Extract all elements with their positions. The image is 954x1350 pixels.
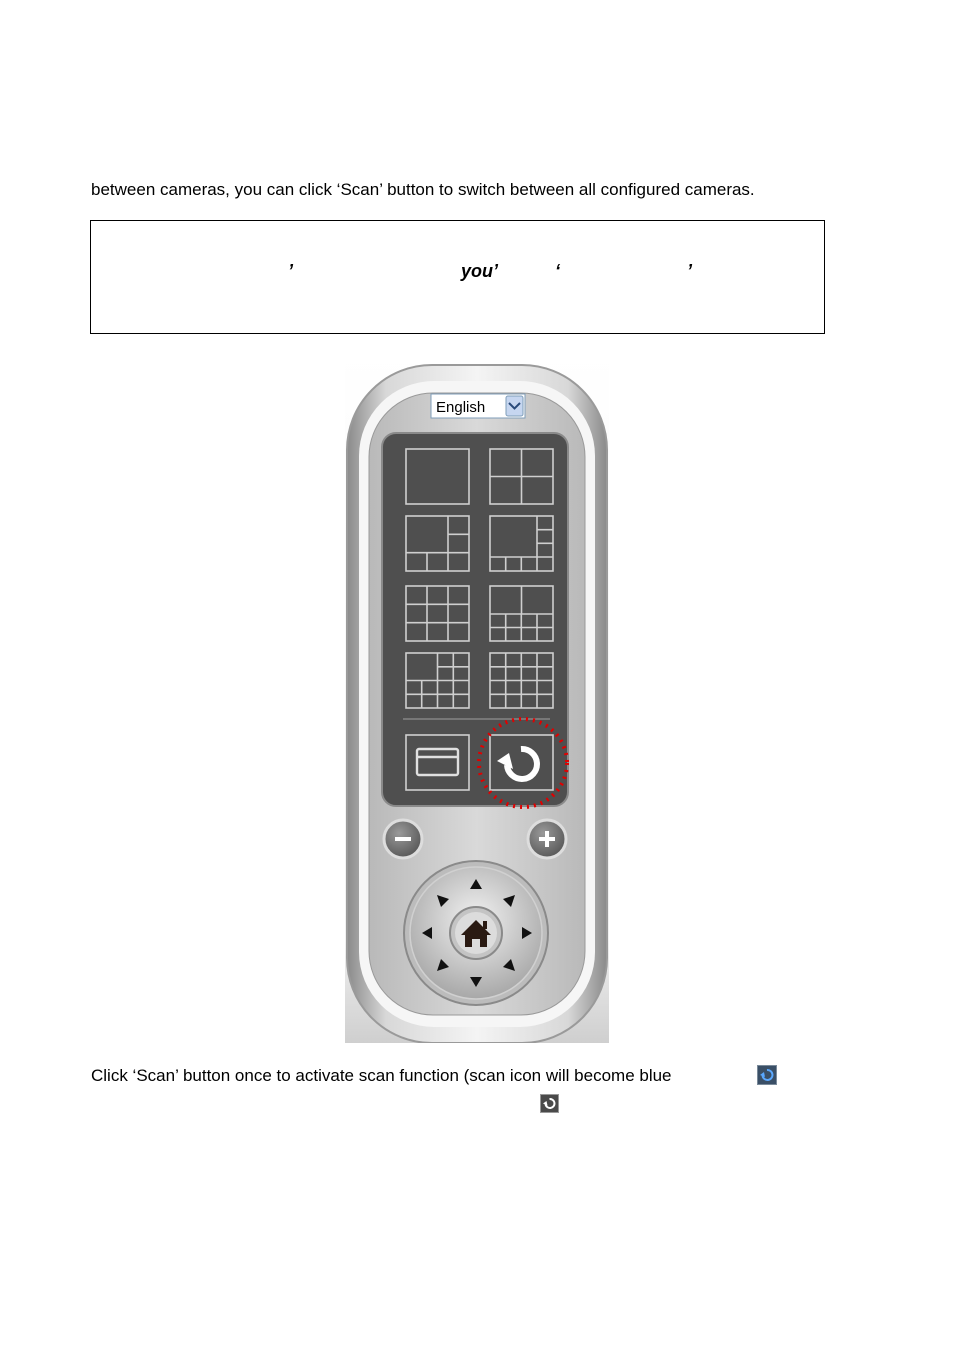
- zoom-out-button[interactable]: [384, 820, 422, 858]
- note-box: [90, 220, 825, 334]
- caption-text: Click ‘Scan’ button once to activate scan function (scan icon will become blue: [91, 1066, 672, 1085]
- language-dropdown[interactable]: [431, 394, 525, 418]
- chevron-down-icon: [506, 396, 523, 416]
- zoom-in-button[interactable]: [528, 820, 566, 858]
- camera-control-panel: [345, 353, 609, 1043]
- note-fragment: ’: [288, 261, 294, 281]
- note-fragment: you’: [461, 261, 499, 281]
- scan-active-icon: [757, 1065, 777, 1085]
- scan-inactive-icon: [540, 1094, 559, 1113]
- intro-text: between cameras, you can click ‘Scan’ button to switch between all configured cameras.: [91, 180, 755, 199]
- note-fragment: ‘: [555, 261, 561, 281]
- language-dropdown-value: English: [436, 399, 486, 416]
- note-fragment: ’: [687, 261, 693, 281]
- home-button[interactable]: [450, 907, 502, 959]
